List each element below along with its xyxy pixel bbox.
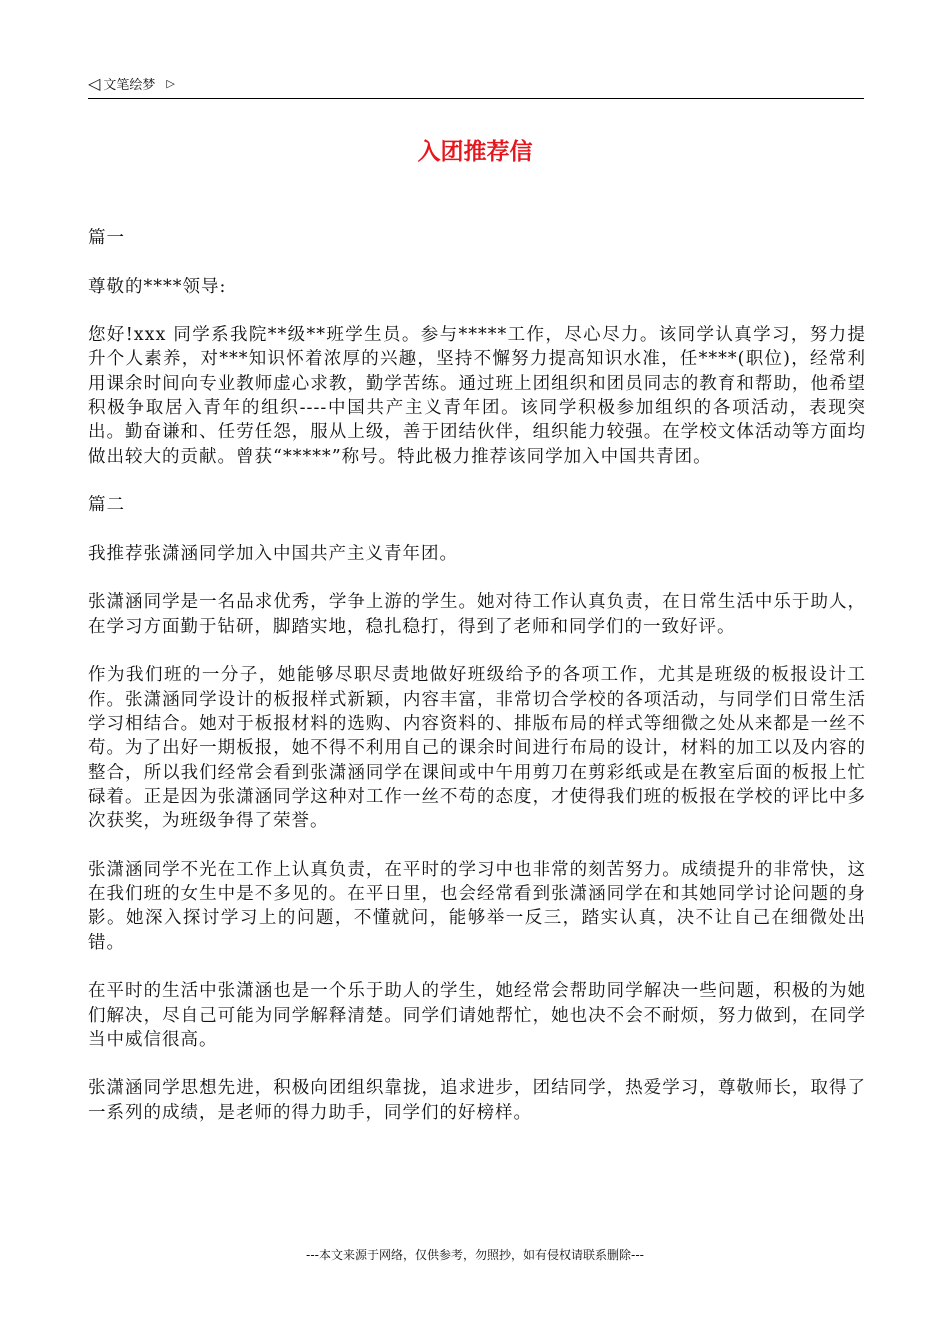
- part2-paragraph-6: 张潇涵同学思想先进，积极向团组织靠拢，追求进步，团结同学，热爱学习，尊敬师长，取得了一系列的成绩，是老师的得力助手，同学们的好榜样。: [88, 1078, 866, 1123]
- page-footer-disclaimer: ---本文来源于网络，仅供参考，勿照抄，如有侵权请联系删除---: [306, 1248, 644, 1262]
- part2-paragraph-5: 在平时的生活中张潇涵也是一个乐于助人的学生，她经常会帮助同学解决一些问题，积极的为她们解决，尽自己可能为同学解释清楚。同学们请她帮忙，她也决不会不耐烦，努力做到，在同学当中威信很高。: [88, 981, 866, 1050]
- triangle-right-icon: ▷: [166, 77, 175, 90]
- document-title: 入团推荐信: [417, 139, 533, 165]
- page-header: [88, 72, 864, 99]
- part2-paragraph-2: 张潇涵同学是一名品求优秀，学争上游的学生。她对待工作认真负责，在日常生活中乐于助人，在学习方面勤于钻研，脚踏实地，稳扎稳打，得到了老师和同学们的一致好评。: [88, 592, 866, 637]
- part2-paragraph-3: 作为我们班的一分子，她能够尽职尽责地做好班级给予的各项工作，尤其是班级的板报设计工作。张潇涵同学设计的板报样式新颖，内容丰富，非常切合学校的各项活动，与同学们日常生活学习相结合。她对于板报材料的选购、内容资料的、排版布局的样式等细微之处从来都是一丝不苟。为了出好一期板报，她不得不利用自己的课余时间进行布局的设计，材料的加工以及内容的整合，所以我们经常会看到张潇涵同学在课间或中午用剪刀在剪彩纸或是在教室后面的板报上忙碌着。正是因为张潇涵同学这种对工作一丝不苟的态度，才使得我们班的板报在学校的评比中多次获奖，为班级争得了荣誉。: [88, 665, 866, 832]
- header-brand: [88, 74, 175, 93]
- part1-body: 您好!xxx 同学系我院**级**班学生员。参与*****工作，尽心尽力。该同学认真学习，努力提升个人素养，对***知识怀着浓厚的兴趣，坚持不懈努力提高知识水准，任****(职位)，经常利用课余时间向专业教师虚心求教，勤学苦练。通过班上团组织和团员同志的教育和帮助，他希望积极争取居入青年的组织----中国共产主义青年团。该同学积极参加组织的各项活动，表现突出。勤奋谦和、任劳任怨，服从上级，善于团结伙伴，组织能力较强。在学校文体活动等方面均做出较大的贡献。曾获“*****”称号。特此极力推荐该同学加入中国共青团。: [88, 325, 866, 467]
- part2-paragraph-4: 张潇涵同学不光在工作上认真负责，在平时的学习中也非常的刻苦努力。成绩提升的非常快，这在我们班的女生中是不多见的。在平日里，也会经常看到张潇涵同学在和其她同学讨论问题的身影。她深入探讨学习上的问题，不懂就问，能够举一反三，踏实认真，决不让自己在细微处出错。: [88, 859, 866, 953]
- part2-heading: 篇二: [88, 495, 125, 516]
- document-body: [88, 226, 866, 1149]
- brand-label: 文笔绘梦: [103, 78, 156, 93]
- part1-salutation: 尊敬的****领导:: [88, 276, 227, 297]
- part2-paragraph-1: 我推荐张潇涵同学加入中国共产主义青年团。: [88, 543, 458, 564]
- triangle-left-icon: ◁: [88, 73, 101, 93]
- part1-heading: 篇一: [88, 228, 125, 248]
